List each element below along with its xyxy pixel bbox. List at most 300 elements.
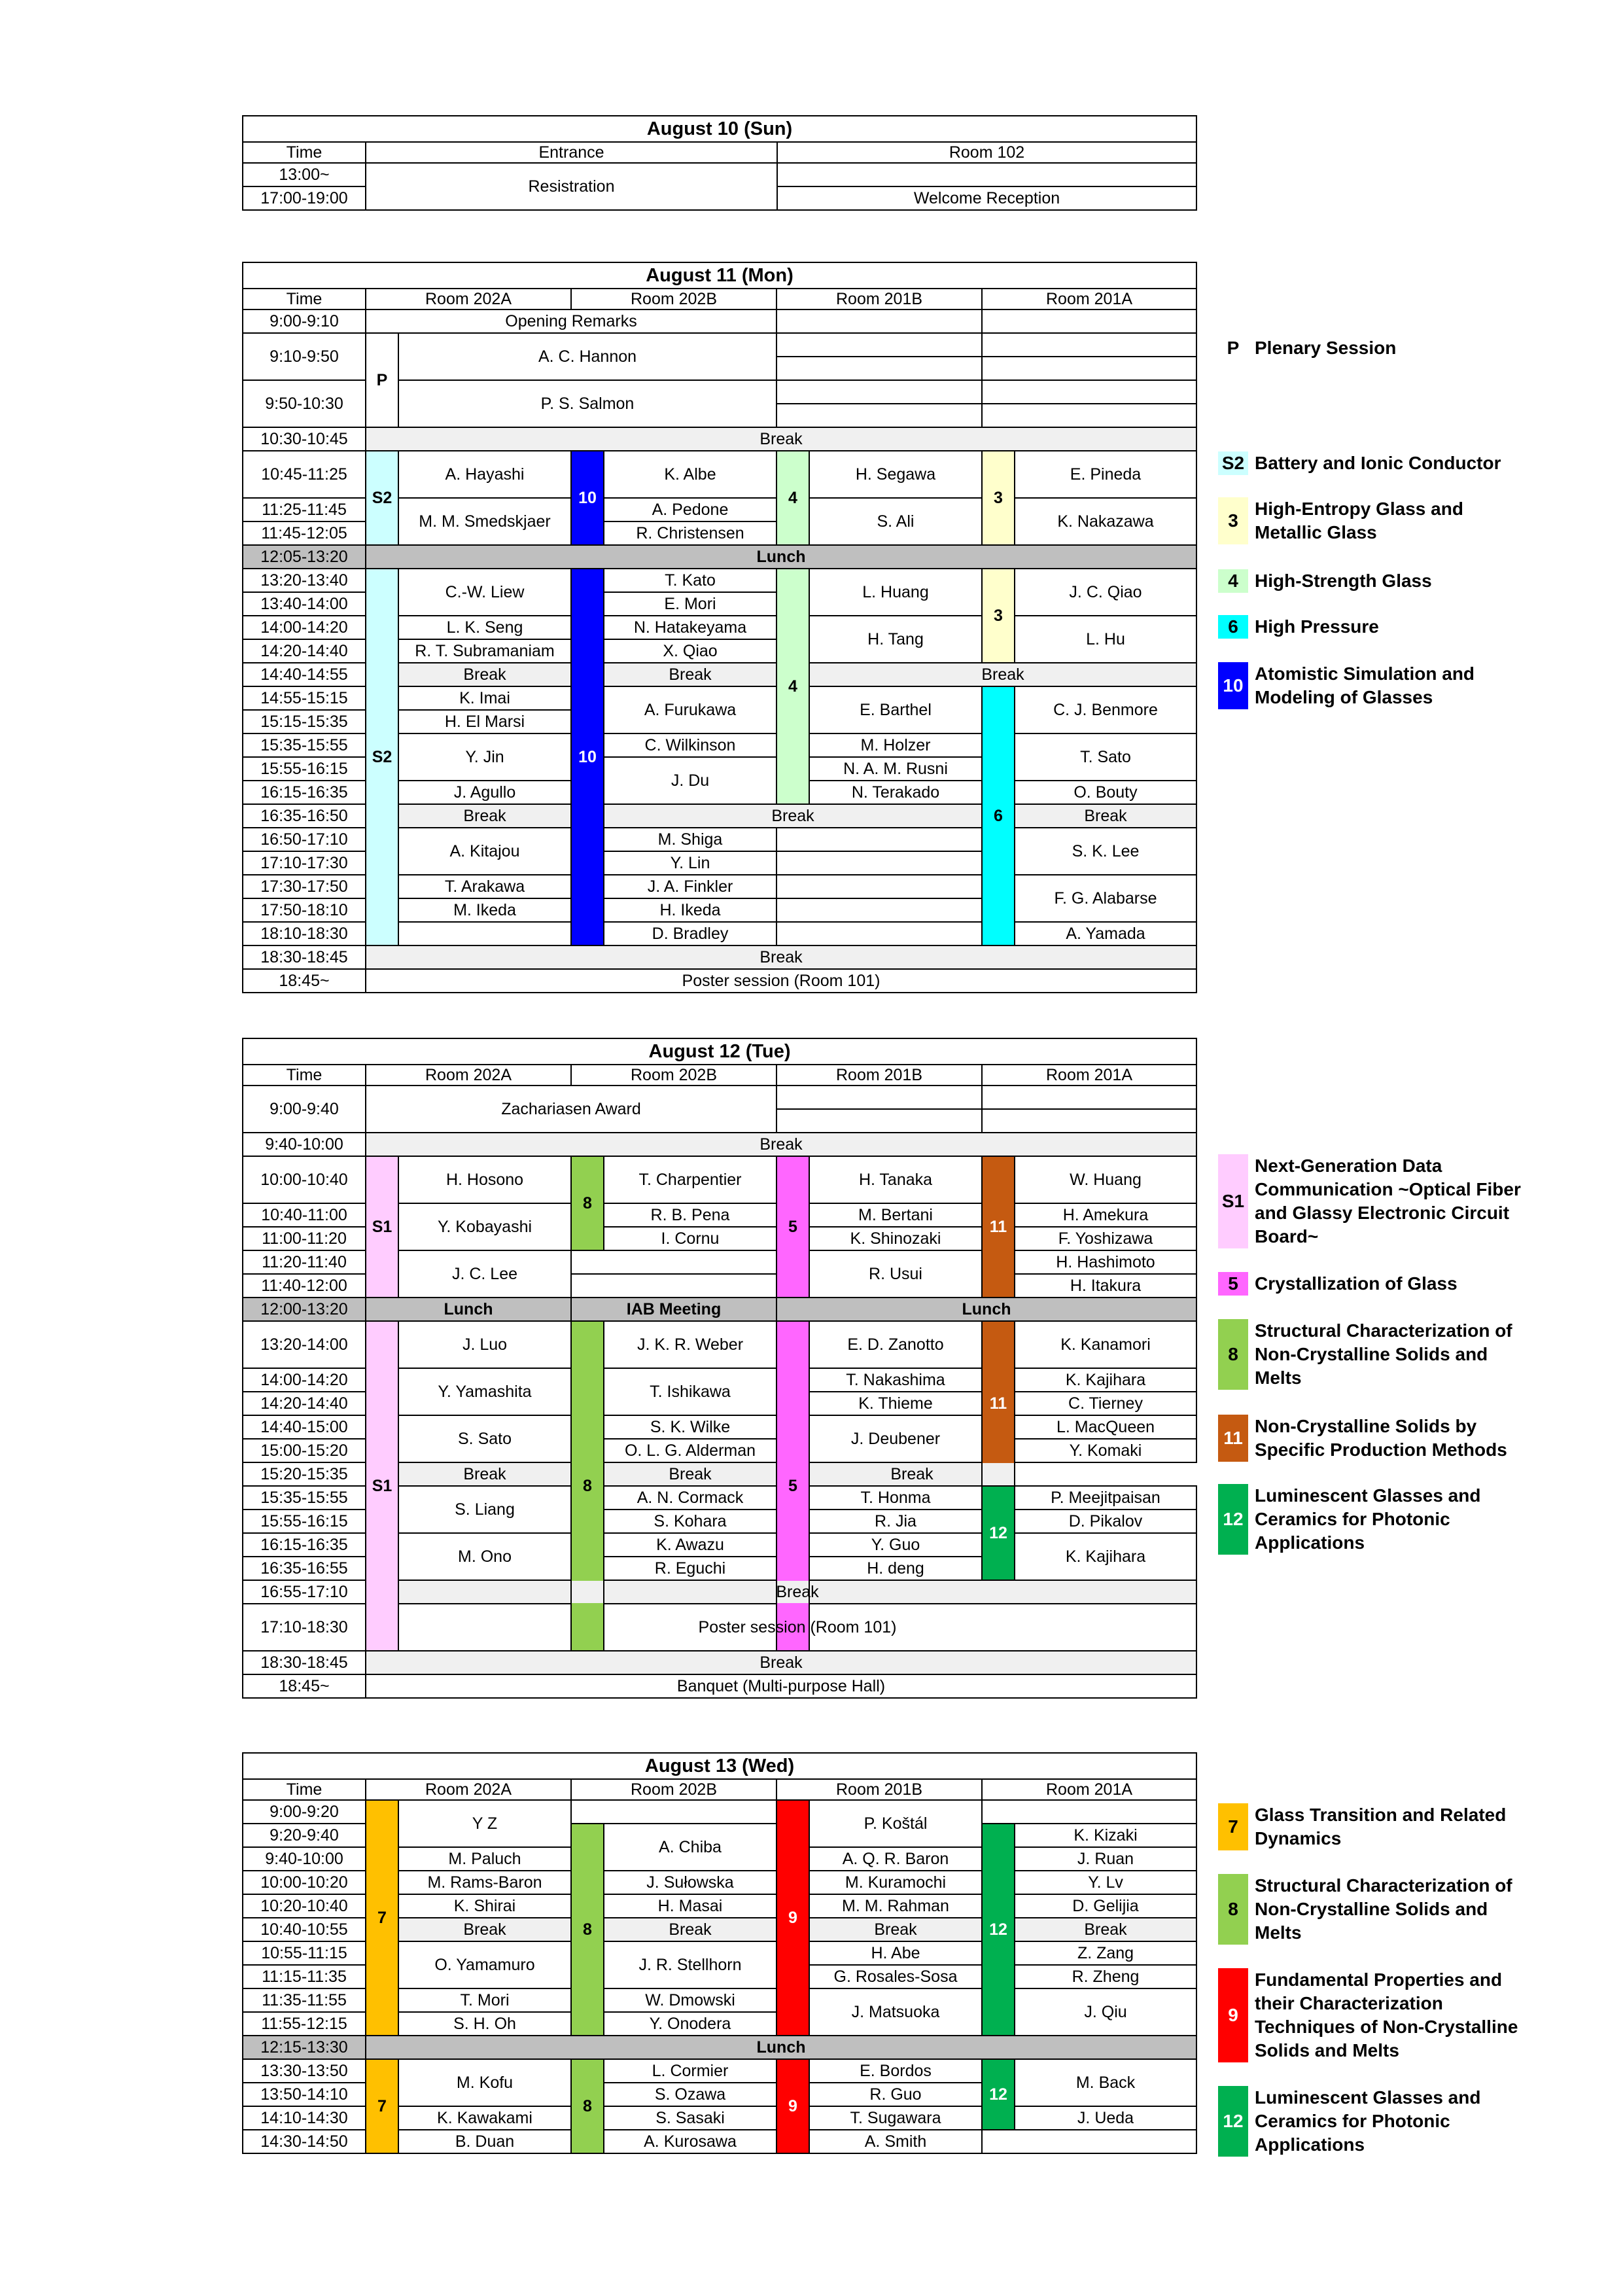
legend-label: Next-Generation Data Communication ~Optical Fiber and Glassy Electronic Circuit Board~ [1255,1156,1521,1246]
empty-cell [777,333,982,357]
talk-cell: T. Sugawara [809,2106,982,2130]
empty-cell [982,2130,1196,2153]
time-cell: 11:15-11:35 [243,1965,366,1988]
time-header: Time [243,1779,366,1800]
track-tag-9: 9 [777,1800,809,2036]
time-cell: 18:30-18:45 [243,1651,366,1674]
talk-cell: K. Shirai [398,1894,571,1918]
talk-cell: X. Qiao [604,639,777,663]
talk-cell: S. H. Oh [398,2012,571,2036]
schedule-aug10 [242,115,1197,211]
talk-cell: E. Pineda [1015,451,1196,498]
empty-cell [982,309,1196,333]
empty-cell [777,922,982,945]
time-cell: 16:15-16:35 [243,781,366,804]
legend-label: Atomistic Simulation and Modeling of Glasses [1255,663,1475,707]
talk-cell: T. Arakawa [398,875,571,898]
time-cell: 12:05-13:20 [243,545,366,569]
talk-cell: T. Charpentier [604,1156,777,1203]
track-tag-9: 9 [777,2059,809,2153]
legend-swatch: 6 [1218,615,1248,639]
talk-cell: T. Kato [604,569,777,592]
talk-cell: S. Ali [809,498,982,545]
talk-cell: C. Wilkinson [604,733,777,757]
break-cell: Break [398,663,571,686]
track-tag-7: 7 [366,2059,398,2153]
talk-cell: H. Tang [809,616,982,663]
track-tag-3: 3 [982,451,1015,545]
time-cell: 16:35-16:50 [243,804,366,828]
empty-cell [571,1250,777,1274]
legend-swatch: S2 [1218,451,1248,475]
session-cell: Resistration [366,163,777,210]
time-cell: 11:55-12:15 [243,2012,366,2036]
talk-cell: J. A. Finkler [604,875,777,898]
legend-swatch: 12 [1218,2086,1248,2157]
time-cell: 13:20-13:40 [243,569,366,592]
schedule-aug11 [242,262,1197,993]
break-row: Break [366,945,1196,969]
talk-cell: K. Kajihara [1015,1368,1196,1392]
talk-cell: M. M. Smedskjaer [398,498,571,545]
talk-cell: M. Ikeda [398,898,571,922]
talk-cell: O. Bouty [1015,781,1196,804]
time-cell: 11:45-12:05 [243,521,366,545]
talk-cell: S. Ozawa [604,2083,777,2106]
time-cell: 14:30-14:50 [243,2130,366,2153]
time-cell: 14:10-14:30 [243,2106,366,2130]
talk-cell: Y. Jin [398,733,571,781]
time-cell: 17:10-17:30 [243,851,366,875]
time-cell: 13:40-14:00 [243,592,366,616]
track-tag-5: 5 [777,1156,809,1298]
talk-cell: K. Albe [604,451,777,498]
time-cell: 9:00-9:20 [243,1800,366,1824]
talk-cell: Y. Lv [1015,1871,1196,1894]
talk-cell: H. Tanaka [809,1156,982,1203]
room-header: Room 201B [777,289,982,309]
break-cell: Break [809,1462,1015,1486]
time-cell: 15:15-15:35 [243,710,366,733]
talk-cell: A. Furukawa [604,686,777,733]
room-header: Room 202A [366,289,571,309]
legend-label: Luminescent Glasses and Ceramics for Photonic Applications [1255,1485,1481,1553]
time-cell: 18:45~ [243,1674,366,1698]
track-tag-12: 12 [982,1486,1015,1580]
time-cell: 14:55-15:15 [243,686,366,710]
talk-cell: B. Duan [398,2130,571,2153]
time-cell: 15:00-15:20 [243,1439,366,1462]
talk-cell: H. Segawa [809,451,982,498]
time-cell: 9:50-10:30 [243,380,366,427]
break-cell: Break [809,663,1196,686]
talk-cell: R. T. Subramaniam [398,639,571,663]
time-cell: 15:35-15:55 [243,1486,366,1510]
talk-cell: R. Jia [809,1510,982,1533]
time-cell: 9:10-9:50 [243,333,366,380]
talk-cell: K. Shinozaki [809,1227,982,1250]
talk-cell: E. D. Zanotto [809,1321,982,1368]
time-cell: 10:30-10:45 [243,427,366,451]
track-tag-5: 5 [777,1321,809,1651]
room-header: Room 201A [982,1065,1196,1086]
talk-cell: J. Du [604,757,777,804]
time-cell: 9:00-9:10 [243,309,366,333]
talk-cell: A. Kitajou [398,828,571,875]
talk-cell: H. Itakura [1015,1274,1196,1298]
talk-cell: C. Tierney [1015,1392,1196,1415]
room-header: Room 201B [777,1779,982,1800]
talk-cell: J. Luo [398,1321,571,1368]
legend-label: Fundamental Properties and their Characterization Techniques of Non-Crystalline Solids and Melts [1255,1969,1518,2060]
banquet: Banquet (Multi-purpose Hall) [366,1674,1196,1698]
time-cell: 17:30-17:50 [243,875,366,898]
talk-cell: W. Dmowski [604,1988,777,2012]
talk-cell: J. Ueda [1015,2106,1196,2130]
break-cell: Break [1015,1918,1196,1941]
time-cell: 16:55-17:10 [243,1580,366,1604]
time-cell: 9:40-10:00 [243,1133,366,1156]
talk-cell: J. Ruan [1015,1847,1196,1871]
talk-cell: D. Pikalov [1015,1510,1196,1533]
empty-cell [982,333,1196,357]
talk-cell: M. Rams-Baron [398,1871,571,1894]
talk-cell: T. Nakashima [809,1368,982,1392]
empty-cell [777,898,982,922]
talk-cell: I. Cornu [604,1227,777,1250]
time-cell: 11:20-11:40 [243,1250,366,1274]
talk-cell: G. Rosales-Sosa [809,1965,982,1988]
track-tag-4: 4 [777,569,809,804]
legend-swatch: S1 [1218,1154,1248,1248]
talk-cell: Y Z [398,1800,571,1847]
talk-cell: S. Sato [398,1415,571,1462]
talk-cell: M. Back [1015,2059,1196,2106]
legend-swatch: 9 [1218,1968,1248,2062]
talk-cell: K. Nakazawa [1015,498,1196,545]
empty-cell [982,1086,1196,1109]
legend-label: High-Strength Glass [1255,571,1432,591]
empty-cell [777,828,982,851]
talk-cell: J. Agullo [398,781,571,804]
time-cell: 11:25-11:45 [243,498,366,521]
room-header: Room 202A [366,1779,571,1800]
talk-cell: H. Hosono [398,1156,571,1203]
break-cell: Break [604,1918,777,1941]
talk-cell: M. Ono [398,1533,571,1580]
talk-cell: M. Kofu [398,2059,571,2106]
time-cell: 15:20-15:35 [243,1462,366,1486]
legend-label: Luminescent Glasses and Ceramics for Photonic Applications [1255,2087,1481,2155]
break-cell: Break [1015,804,1196,828]
talk-cell: D. Gelijia [1015,1894,1196,1918]
plenary-talk: P. S. Salmon [398,380,777,427]
talk-cell: T. Sato [1015,733,1196,781]
legend-label: Structural Characterization of Non-Crystalline Solids and Melts [1255,1875,1512,1943]
track-tag-10: 10 [571,569,604,945]
talk-cell: H. deng [809,1557,982,1580]
talk-cell: Y. Onodera [604,2012,777,2036]
empty-cell [777,309,982,333]
empty-cell [777,1109,982,1133]
time-cell: 10:00-10:20 [243,1871,366,1894]
time-cell: 14:00-14:20 [243,616,366,639]
time-cell: 15:35-15:55 [243,733,366,757]
talk-cell: E. Mori [604,592,777,616]
talk-cell: A. N. Cormack [604,1486,777,1510]
talk-cell: O. L. G. Alderman [604,1439,777,1462]
legend-label: Battery and Ionic Conductor [1255,453,1501,473]
track-tag-S1: S1 [366,1321,398,1651]
time-cell: 11:00-11:20 [243,1227,366,1250]
time-cell: 17:50-18:10 [243,898,366,922]
talk-cell: M. M. Rahman [809,1894,982,1918]
talk-cell: S. K. Lee [1015,828,1196,875]
room-header: Entrance [366,142,777,163]
talk-cell: L. MacQueen [1015,1415,1196,1439]
talk-cell: D. Bradley [604,922,777,945]
talk-cell: J. Sułowska [604,1871,777,1894]
legend-item [1218,336,1623,362]
break-cell: Break [398,1918,571,1941]
talk-cell: N. Hatakeyama [604,616,777,639]
day-title: August 10 (Sun) [243,116,1196,142]
talk-cell: A. Smith [809,2130,982,2153]
empty-cell [982,357,1196,380]
talk-cell: M. Bertani [809,1203,982,1227]
time-cell: 9:00-9:40 [243,1086,366,1133]
iab-meeting: IAB Meeting [571,1298,777,1321]
talk-cell: J. Matsuoka [809,1988,982,2036]
empty-cell [777,404,982,427]
talk-cell: P. Meejitpaisan [1015,1486,1196,1510]
lunch-row: Lunch [366,2036,1196,2059]
award-session: Zachariasen Award [366,1086,777,1133]
track-tag-3: 3 [982,569,1015,663]
time-cell: 13:50-14:10 [243,2083,366,2106]
time-cell: 14:00-14:20 [243,1368,366,1392]
talk-cell: R. Guo [809,2083,982,2106]
track-tag-4: 4 [777,451,809,545]
legend-swatch: 4 [1218,569,1248,593]
time-cell: 14:20-14:40 [243,639,366,663]
empty-cell [982,404,1196,427]
talk-cell: N. Terakado [809,781,982,804]
time-cell: 14:40-14:55 [243,663,366,686]
schedule-aug12 [242,1038,1197,1699]
time-cell: 9:40-10:00 [243,1847,366,1871]
room-header: Room 102 [777,142,1196,163]
empty-cell [982,1800,1196,1824]
legend-swatch: 3 [1218,497,1248,544]
time-cell: 10:40-11:00 [243,1203,366,1227]
talk-cell: M. Kuramochi [809,1871,982,1894]
time-cell: 12:00-13:20 [243,1298,366,1321]
talk-cell: A. Pedone [604,498,777,521]
talk-cell: M. Shiga [604,828,777,851]
break-cell: Break [604,1462,777,1486]
talk-cell: R. Christensen [604,521,777,545]
time-cell: 17:10-18:30 [243,1604,366,1651]
empty-cell [982,380,1196,404]
time-cell: 14:40-15:00 [243,1415,366,1439]
room-header: Room 202B [571,1065,777,1086]
talk-cell: K. Kajihara [1015,1533,1196,1580]
talk-cell: E. Barthel [809,686,982,733]
time-header: Time [243,289,366,309]
legend-swatch: P [1218,336,1248,360]
talk-cell: L. Cormier [604,2059,777,2083]
talk-cell: C. J. Benmore [1015,686,1196,733]
schedule-aug13 [242,1752,1197,2154]
empty-cell [982,1109,1196,1133]
track-tag-S2: S2 [366,569,398,945]
talk-cell: A. Chiba [604,1824,777,1871]
track-tag-8: 8 [571,1321,604,1651]
talk-cell: T. Mori [398,1988,571,2012]
talk-cell: W. Huang [1015,1156,1196,1203]
time-cell: 18:10-18:30 [243,922,366,945]
track-tag-12: 12 [982,1824,1015,2036]
break-cell: Break [604,663,777,686]
track-tag-6: 6 [982,686,1015,945]
talk-cell: J. Qiu [1015,1988,1196,2036]
talk-cell: O. Yamamuro [398,1941,571,1988]
break-row: Break [366,427,1196,451]
talk-cell: A. Kurosawa [604,2130,777,2153]
legend-label: Structural Characterization of Non-Crystalline Solids and Melts [1255,1320,1512,1388]
time-cell: 17:00-19:00 [243,186,366,210]
talk-cell: E. Bordos [809,2059,982,2083]
empty-cell [777,357,982,380]
talk-cell: A. Hayashi [398,451,571,498]
day-title: August 11 (Mon) [243,262,1196,289]
talk-cell: Y. Lin [604,851,777,875]
talk-cell: F. G. Alabarse [1015,875,1196,922]
empty-cell [777,851,982,875]
time-cell: 11:40-12:00 [243,1274,366,1298]
track-tag-8: 8 [571,1824,604,2036]
legend-swatch: 5 [1218,1272,1248,1296]
talk-cell: H. Masai [604,1894,777,1918]
lunch-cell: Lunch [366,1298,571,1321]
legend-label: High-Entropy Glass and Metallic Glass [1255,499,1463,542]
empty-cell [571,1800,777,1824]
talk-cell: S. Kohara [604,1510,777,1533]
time-cell: 9:20-9:40 [243,1824,366,1847]
talk-cell: N. A. M. Rusni [809,757,982,781]
talk-cell: K. Kanamori [1015,1321,1196,1368]
time-cell: 18:45~ [243,969,366,993]
talk-cell: L. Hu [1015,616,1196,663]
day-title: August 13 (Wed) [243,1753,1196,1779]
room-header: Room 201A [982,289,1196,309]
room-header: Room 201A [982,1779,1196,1800]
talk-cell: T. Honma [809,1486,982,1510]
time-cell: 12:15-13:30 [243,2036,366,2059]
track-tag-S1: S1 [366,1156,398,1298]
talk-cell: M. Paluch [398,1847,571,1871]
legend-swatch: 12 [1218,1484,1248,1555]
legend-swatch: 10 [1218,662,1248,709]
talk-cell: Y. Guo [809,1533,982,1557]
legend-swatch: 11 [1218,1415,1248,1462]
empty-cell [777,163,1196,186]
time-cell: 18:30-18:45 [243,945,366,969]
talk-cell: K. Kizaki [1015,1824,1196,1847]
talk-cell: J. R. Stellhorn [604,1941,777,1988]
room-header: Room 202B [571,1779,777,1800]
time-cell: 10:00-10:40 [243,1156,366,1203]
talk-cell: L. K. Seng [398,616,571,639]
talk-cell: S. Liang [398,1486,571,1533]
lunch-row: Lunch [366,545,1196,569]
talk-cell: L. Huang [809,569,982,616]
talk-cell: H. El Marsi [398,710,571,733]
talk-cell: R. B. Pena [604,1203,777,1227]
talk-cell: S. K. Wilke [604,1415,777,1439]
session-cell: Welcome Reception [777,186,1196,210]
room-header: Room 201B [777,1065,982,1086]
break-row: Break [366,1651,1196,1674]
track-tag-S2: S2 [366,451,398,545]
track-tag-10: 10 [571,451,604,545]
track-tag-P: P [366,333,398,427]
talk-cell: F. Yoshizawa [1015,1227,1196,1250]
talk-cell: R. Zheng [1015,1965,1196,1988]
legend-swatch: 7 [1218,1803,1248,1850]
talk-cell: M. Holzer [809,733,982,757]
poster-session: Poster session (Room 101) [398,1604,1196,1651]
talk-cell: R. Eguchi [604,1557,777,1580]
time-header: Time [243,1065,366,1086]
talk-cell: H. Amekura [1015,1203,1196,1227]
break-cell: Break [398,1462,571,1486]
talk-cell: J. C. Lee [398,1250,571,1298]
empty-cell [571,1274,777,1298]
time-cell: 13:20-14:00 [243,1321,366,1368]
plenary-talk: A. C. Hannon [398,333,777,380]
empty-cell [777,380,982,404]
time-cell: 15:55-16:15 [243,1510,366,1533]
track-tag-11: 11 [982,1156,1015,1298]
legend-label: Glass Transition and Related Dynamics [1255,1805,1507,1848]
talk-cell: H. Ikeda [604,898,777,922]
time-cell: 10:40-10:55 [243,1918,366,1941]
time-cell: 10:20-10:40 [243,1894,366,1918]
talk-cell: Y. Komaki [1015,1439,1196,1462]
legend-label: Crystallization of Glass [1255,1273,1457,1294]
track-tag-12: 12 [982,2059,1015,2130]
break-cell: Break [398,804,571,828]
room-header: Room 202A [366,1065,571,1086]
day-title: August 12 (Tue) [243,1038,1196,1065]
legend-label: Non-Crystalline Solids by Specific Production Methods [1255,1416,1507,1460]
time-header: Time [243,142,366,163]
talk-cell: Y. Kobayashi [398,1203,571,1250]
talk-cell: K. Thieme [809,1392,982,1415]
break-row: Break [398,1580,1196,1604]
talk-cell: H. Abe [809,1941,982,1965]
time-cell: 16:50-17:10 [243,828,366,851]
talk-cell: Y. Yamashita [398,1368,571,1415]
break-cell: Break [809,1918,982,1941]
talk-cell: S. Sasaki [604,2106,777,2130]
time-cell: 16:15-16:35 [243,1533,366,1557]
poster-session: Poster session (Room 101) [366,969,1196,993]
legend-label: High Pressure [1255,616,1379,637]
time-cell: 15:55-16:15 [243,757,366,781]
